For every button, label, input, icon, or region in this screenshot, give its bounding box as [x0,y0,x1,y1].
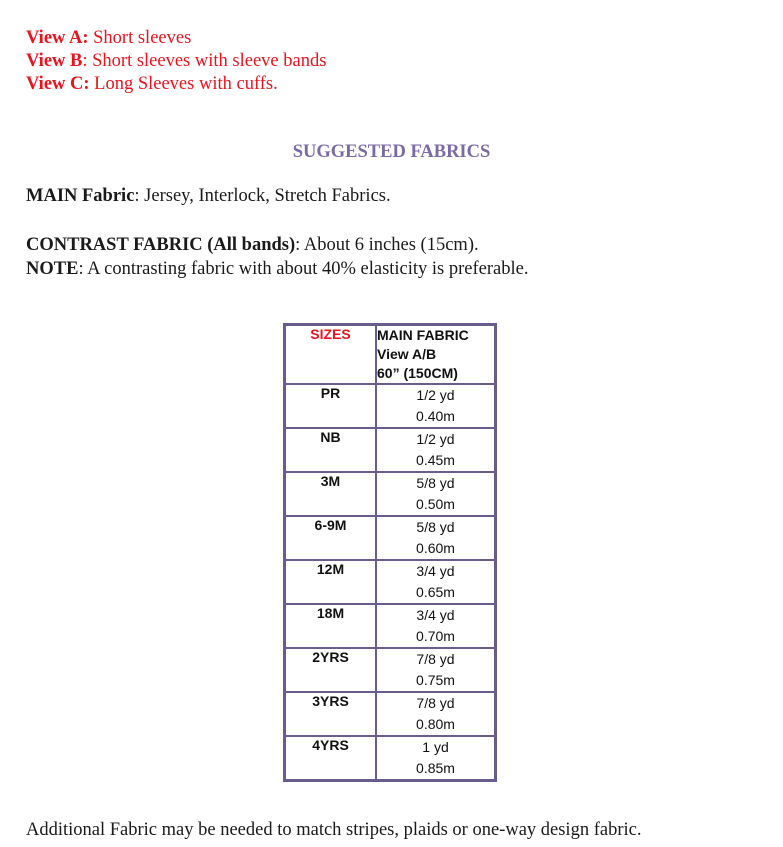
size-cell: 18M [285,604,377,648]
view-b-label: View B [26,51,83,71]
table-row [285,604,496,648]
size-cell: 12M [285,560,377,604]
contrast-fabric-text: : About 6 inches (15cm). [295,235,479,255]
amount-yards: 7/8 yd [416,651,455,667]
amount-meters: 0.60m [416,540,455,556]
amount-yards: 1/2 yd [416,431,455,447]
size-cell: 4YRS [285,736,377,781]
amount-yards: 7/8 yd [416,695,455,711]
main-fabric-amount-cell [376,648,496,692]
amount-yards: 1/2 yd [416,387,455,403]
main-fabric-label: MAIN Fabric [26,186,135,206]
amount-meters: 0.50m [416,496,455,512]
view-b-line [26,50,326,73]
main-fabric-text: : Jersey, Interlock, Stretch Fabrics. [134,186,391,206]
table-header-row [285,325,496,385]
contrast-block [26,233,528,281]
size-cell: 6-9M [285,516,377,560]
size-cell: 3YRS [285,692,377,736]
view-a-label: View A: [26,28,89,48]
main-fabric-amount-cell [376,428,496,472]
contrast-fabric-line [26,233,528,257]
amount-meters: 0.85m [416,760,455,776]
amount-yards: 3/4 yd [416,607,455,623]
suggested-fabrics-heading: SUGGESTED FABRICS [292,142,491,162]
main-fabric-column-header [376,325,496,385]
main-fabric-amount-cell [376,692,496,736]
note-text: : A contrasting fabric with about 40% elasticity is preferable. [78,259,529,279]
size-cell: PR [285,384,377,428]
amount-meters: 0.70m [416,628,455,644]
fabric-requirements-table [283,323,497,782]
amount-meters: 0.45m [416,452,455,468]
table-row [285,560,496,604]
main-fabric-amount-cell [376,384,496,428]
table-row [285,472,496,516]
amount-meters: 0.40m [416,408,455,424]
main-fabric-header-line: MAIN FABRIC [377,327,469,343]
table-row [285,736,496,781]
view-c-text: Long Sleeves with cuffs. [89,74,278,94]
main-fabric-amount-cell [376,516,496,560]
view-list [26,27,326,96]
size-cell: 3M [285,472,377,516]
view-c-line [26,73,326,96]
note-label: NOTE [26,259,79,279]
amount-meters: 0.75m [416,672,455,688]
table-row [285,648,496,692]
view-a-line [26,27,326,50]
table-row [285,428,496,472]
view-b-text: : Short sleeves with sleeve bands [82,51,327,71]
main-fabric-header-width: 60” (150CM) [377,365,458,381]
main-fabric-line [26,186,391,207]
amount-yards: 5/8 yd [416,519,455,535]
view-c-label: View C: [26,74,90,94]
note-line [26,257,528,281]
amount-yards: 3/4 yd [416,563,455,579]
size-cell: NB [285,428,377,472]
additional-fabric-note: Additional Fabric may be needed to match stripes, plaids or one-way design fabric. [26,820,642,840]
main-fabric-header-view: View A/B [377,346,437,362]
table-row [285,516,496,560]
amount-meters: 0.80m [416,716,455,732]
main-fabric-amount-cell [376,560,496,604]
view-a-text: Short sleeves [88,28,192,48]
table-row [285,384,496,428]
main-fabric-amount-cell [376,604,496,648]
contrast-fabric-label: CONTRAST FABRIC (All bands) [26,235,296,255]
main-fabric-amount-cell [376,472,496,516]
amount-yards: 1 yd [422,739,449,755]
main-fabric-amount-cell [376,736,496,781]
size-cell: 2YRS [285,648,377,692]
sizes-column-header: SIZES [285,325,377,385]
amount-yards: 5/8 yd [416,475,455,491]
amount-meters: 0.65m [416,584,455,600]
table-row [285,692,496,736]
